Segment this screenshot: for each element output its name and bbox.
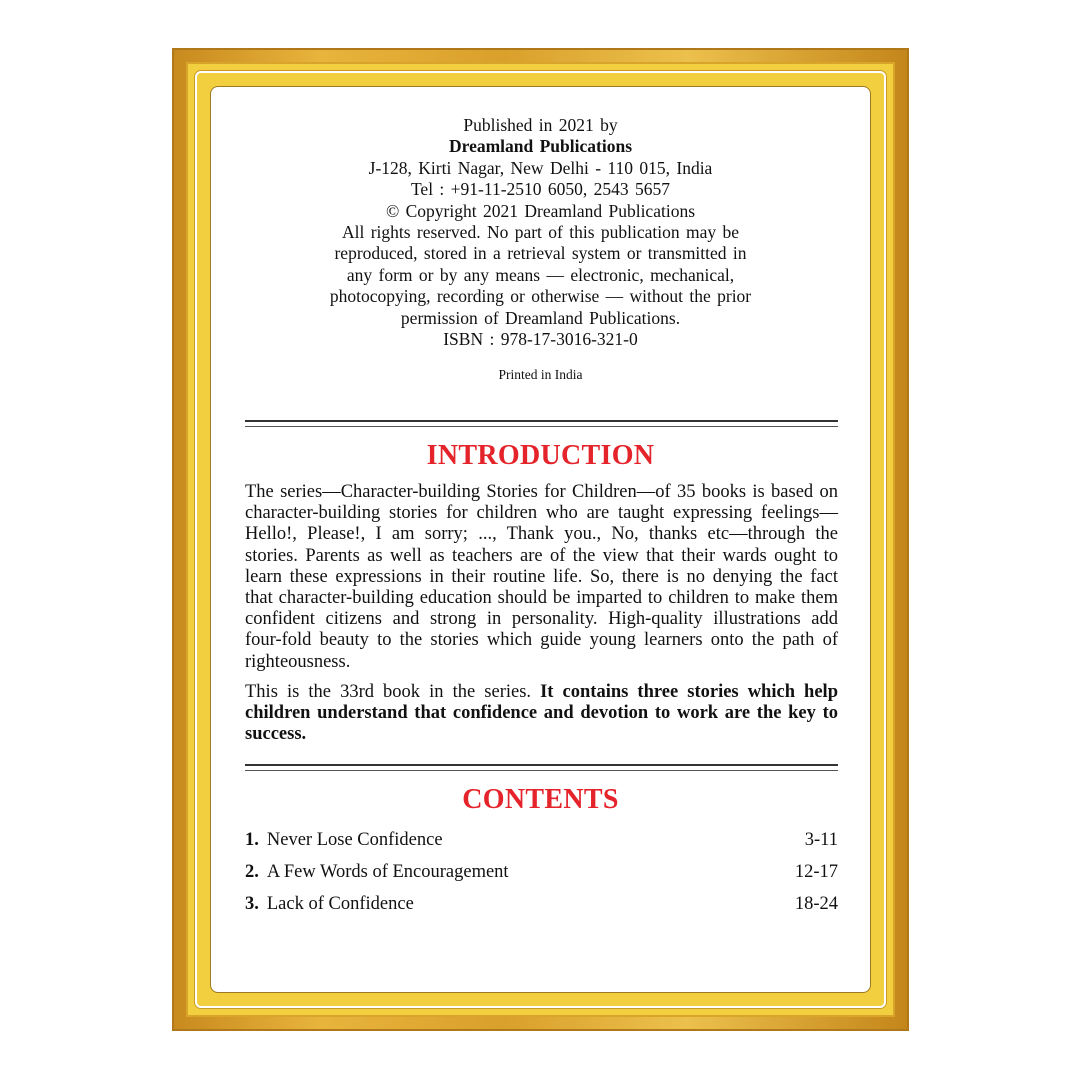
introduction-paragraph-1: The series—Character-building Stories for Children—of 35 books is based on character-building stories for children who are taught expressing feelings—Hello!, Please!, I am sorry; ..., Thank you., No, thanks etc—through the stories. Parents as well as teachers are of the view that their wards ought to learn these expressions in their routine life. So, there is no denying the fact that character-building education should be imparted to children to make them confident citizens and strong in personality. High-quality illustrations add four-fold beauty to the stories which guide young learners onto the path of righteousness.	[245, 482, 838, 672]
paragraph-2-plain: This is the 33rd book in the series.	[245, 681, 541, 702]
contents-item	[245, 829, 838, 861]
introduction-paragraph-2	[245, 682, 838, 746]
page-content	[210, 86, 871, 993]
copyright-line: © Copyright 2021 Dreamland Publications	[385, 200, 696, 221]
rights-line-1: All rights reserved. No part of this publication may be	[341, 222, 740, 243]
introduction-body	[245, 482, 838, 754]
contents-item-left	[245, 829, 443, 861]
contents-item-left	[245, 893, 414, 925]
book-page-frame	[172, 48, 909, 1031]
publisher-tel: Tel : +91-11-2510 6050, 2543 5657	[410, 179, 671, 200]
contents-item-pages: 12-17	[794, 862, 838, 882]
contents-item-pages: 3-11	[804, 830, 838, 850]
paragraph-2-bold: It contains three stories which help children understand that confidence and devotion to work are the key to success.	[245, 681, 838, 745]
introduction-heading: INTRODUCTION	[426, 440, 655, 471]
contents-item-number: 3.	[245, 894, 259, 914]
contents-item-left	[245, 861, 509, 893]
divider-bottom	[245, 764, 838, 771]
contents-item	[245, 861, 838, 893]
contents-item-title: A Few Words of Encouragement	[266, 862, 509, 882]
rights-line-5: permission of Dreamland Publications.	[400, 307, 681, 328]
contents-item-number: 2.	[245, 862, 259, 882]
published-line: Published in 2021 by	[463, 115, 618, 135]
contents-list	[245, 829, 838, 925]
divider-top	[245, 420, 838, 427]
rights-line-3: any form or by any means — electronic, mechanical,	[346, 264, 735, 285]
printed-in-line: Printed in India	[498, 367, 583, 382]
publisher-address: J-128, Kirti Nagar, New Delhi - 110 015, India	[368, 157, 713, 178]
contents-item-pages: 18-24	[794, 894, 838, 914]
imprint-block	[251, 115, 830, 350]
rights-line-4: photocopying, recording or otherwise — without the prior	[329, 286, 752, 307]
contents-item-title: Never Lose Confidence	[266, 830, 443, 850]
rights-line-2: reproduced, stored in a retrieval system or transmitted in	[334, 243, 747, 264]
contents-heading: CONTENTS	[462, 784, 619, 815]
frame-gold-border	[186, 62, 895, 1017]
publisher-name: Dreamland Publications	[448, 136, 632, 157]
contents-item	[245, 893, 838, 925]
contents-item-number: 1.	[245, 830, 259, 850]
contents-item-title: Lack of Confidence	[266, 894, 414, 914]
isbn-line: ISBN : 978-17-3016-321-0	[443, 329, 638, 350]
